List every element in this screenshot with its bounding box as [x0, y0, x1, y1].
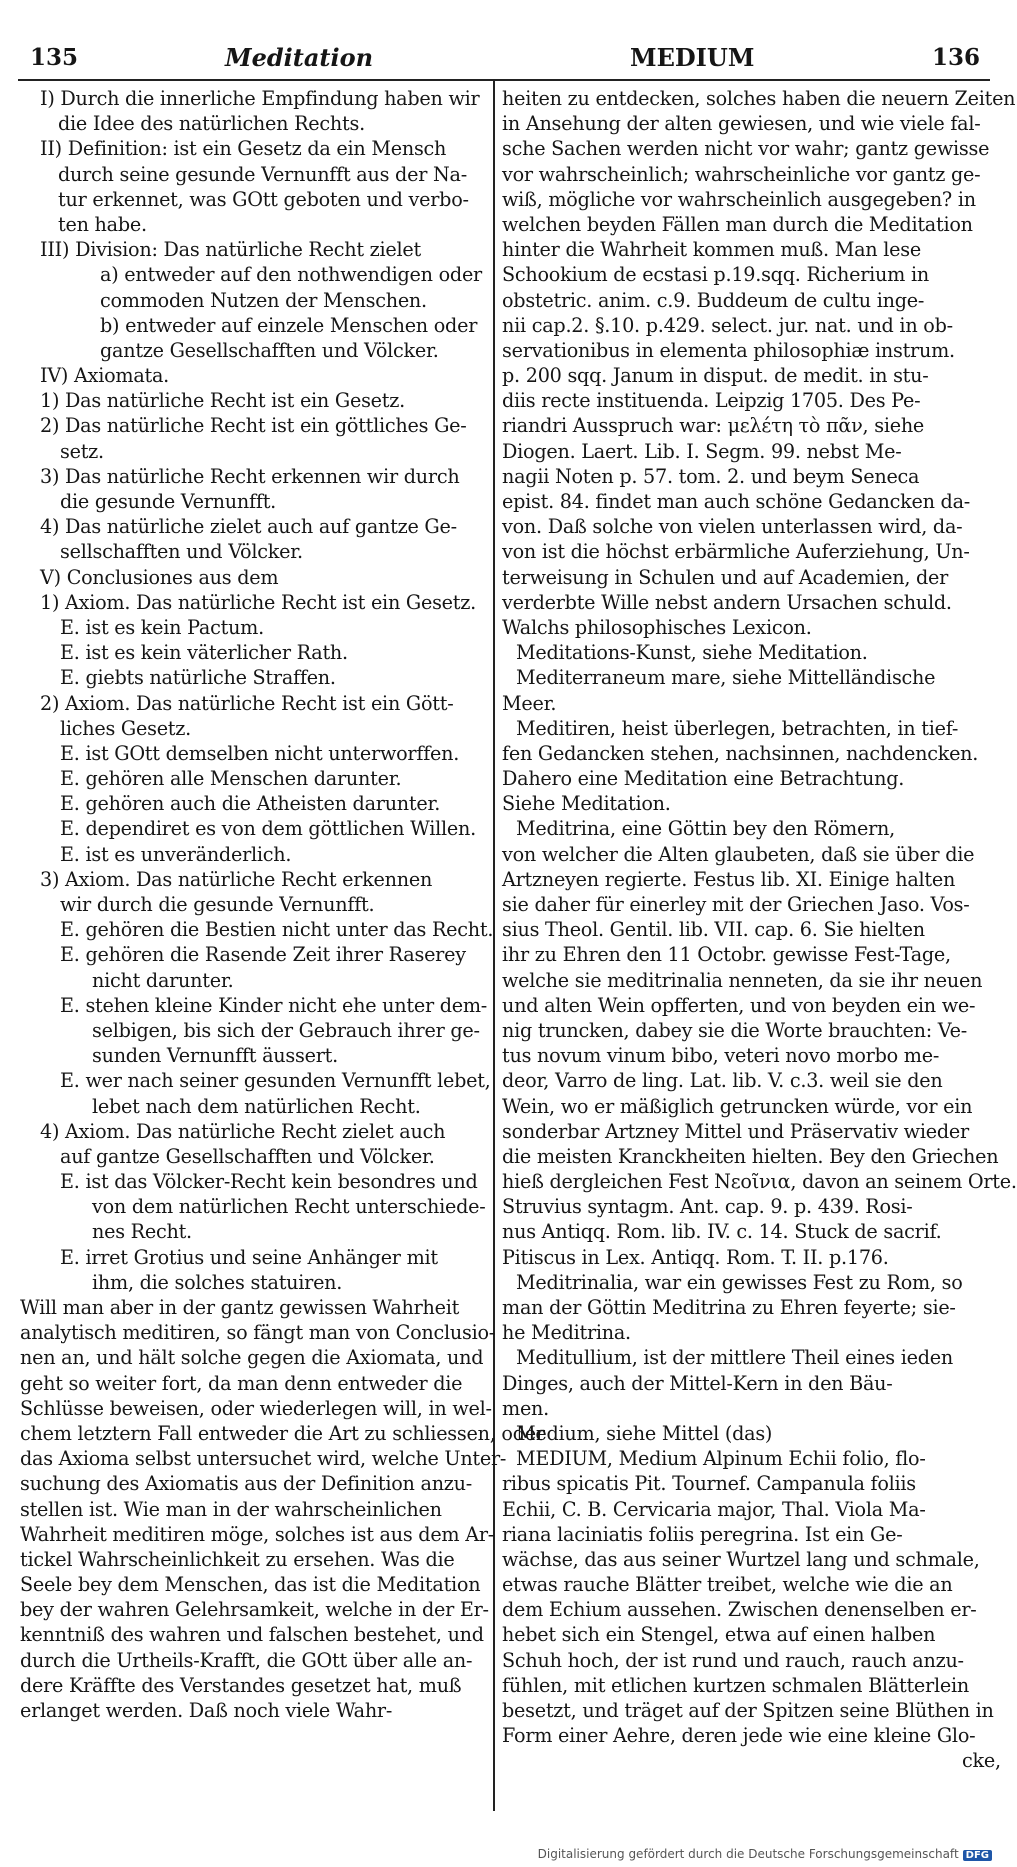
text-line: Meditiren, heist überlegen, betrachten, in tief- [516, 716, 959, 740]
text-line: Meer. [502, 691, 557, 715]
text-line: hinter die Wahrheit kommen muß. Man lese [502, 238, 921, 262]
text-line: E. gehören die Rasende Zeit ihrer Raserey [60, 943, 466, 967]
text-line: Diogen. Laert. Lib. I. Segm. 99. nebst Me- [502, 439, 902, 463]
column-divider [493, 81, 495, 1811]
text-line: sonderbar Artzney Mittel und Präservativ wieder [502, 1119, 969, 1143]
text-line: verderbte Wille nebst andern Ursachen schuld. [502, 590, 952, 614]
text-line: Meditations-Kunst, siehe Meditation. [516, 641, 868, 665]
page-number-right: 136 [931, 44, 980, 71]
text-line: lebet nach dem natürlichen Recht. [92, 1094, 421, 1118]
text-line: epist. 84. findet man auch schöne Gedancken da- [502, 490, 970, 513]
right-column [502, 86, 1017, 1774]
text-line: riana laciniatis foliis peregrina. Ist ein Ge- [502, 1522, 903, 1546]
text-line: setz. [60, 439, 104, 463]
digitization-credit [538, 1847, 992, 1861]
text-line: E. ist es kein väterlicher Rath. [60, 641, 348, 665]
text-line: Will man aber in der gantz gewissen Wahrheit [20, 1296, 460, 1319]
text-line: geht so weiter fort, da man denn entweder die [20, 1371, 463, 1395]
text-line: Echii, C. B. Cervicaria major, Thal. Viola Ma- [502, 1497, 926, 1521]
text-line: durch die Urtheils-Krafft, die GOtt über alle an- [20, 1648, 473, 1672]
text-line: selbigen, bis sich der Gebrauch ihrer ge- [92, 1018, 480, 1042]
running-title-right: MEDIUM [630, 43, 755, 72]
text-line: cke, [962, 1749, 1001, 1773]
text-line: tus novum vinum bibo, veteri novo morbo me- [502, 1044, 940, 1068]
text-line: Meditrina, eine Göttin bey den Römern, [516, 817, 895, 841]
text-line: sellschafften und Völcker. [60, 540, 303, 564]
text-line: E. stehen kleine Kinder nicht ehe unter dem- [60, 993, 488, 1017]
text-line: obstetric. anim. c.9. Buddeum de cultu inge- [502, 288, 925, 312]
text-line: sius Theol. Gentil. lib. VII. cap. 6. Sie hielten [502, 918, 925, 942]
text-line: commoden Nutzen der Menschen. [100, 288, 427, 312]
text-line: 2) Axiom. Das natürliche Recht ist ein Gött- [40, 691, 454, 715]
text-line: diis recte instituenda. Leipzig 1705. Des Pe- [502, 389, 921, 413]
text-line: nagii Noten p. 57. tom. 2. und beym Seneca [502, 464, 920, 488]
text-line: deor, Varro de ling. Lat. lib. V. c.3. weil sie den [502, 1069, 943, 1093]
text-line: analytisch meditiren, so fängt man von Conclusio- [20, 1321, 496, 1345]
text-line: besetzt, und träget auf der Spitzen seine Blüthen in [502, 1699, 994, 1722]
text-line: heiten zu entdecken, solches haben die neuern Zeiten [502, 87, 1016, 110]
text-line: bey der wahren Gelehrsamkeit, welche in der Er- [20, 1598, 489, 1622]
text-line: sie daher für einerley mit der Griechen Jaso. Vos- [502, 893, 970, 916]
text-line: Schuh hoch, der ist rund und rauch, rauch anzu- [502, 1648, 964, 1672]
text-line: Pitiscus in Lex. Antiqq. Rom. T. II. p.176. [502, 1245, 889, 1269]
text-line: E. ist das Völcker-Recht kein besondres und [60, 1170, 478, 1194]
text-line: Siehe Meditation. [502, 792, 671, 816]
text-line: E. gehören auch die Atheisten darunter. [60, 792, 441, 816]
text-line: MEDIUM, Medium Alpinum Echii folio, flo- [516, 1447, 926, 1471]
text-line: welche sie meditrinalia nenneten, da sie ihr neuen [502, 968, 983, 992]
text-line: das Axioma selbst untersuchet wird, welche Unter- [20, 1447, 507, 1471]
text-line: 1) Das natürliche Recht ist ein Gesetz. [40, 389, 405, 413]
text-line: Schookium de ecstasi p.19.sqq. Richerium in [502, 263, 929, 287]
text-line: E. irret Grotius und seine Anhänger mit [60, 1245, 438, 1269]
text-line: suchung des Axiomatis aus der Definition anzu- [20, 1472, 473, 1496]
text-line: stellen ist. Wie man in der wahrscheinlichen [20, 1497, 442, 1521]
text-line: 4) Das natürliche zielet auch auf gantze Ge- [40, 515, 457, 539]
text-line: men. [502, 1396, 550, 1420]
text-line: nii cap.2. §.10. p.429. select. jur. nat. und in ob- [502, 313, 953, 337]
text-line: Dinges, auch der Mittel-Kern in den Bäu- [502, 1371, 893, 1395]
text-line: Artzneyen regierte. Festus lib. XI. Einige halten [502, 867, 956, 891]
text-line: erlanget werden. Daß noch viele Wahr- [20, 1699, 393, 1722]
text-line: man der Göttin Meditrina zu Ehren feyerte; sie- [502, 1296, 956, 1319]
text-line: Mediterraneum mare, siehe Mittelländische [516, 666, 936, 690]
text-line: gantze Gesellschafften und Völcker. [100, 338, 439, 362]
text-line: die meisten Kranckheiten hielten. Bey den Griechen [502, 1144, 999, 1168]
header-rule [18, 79, 990, 81]
text-line: auf gantze Gesellschafften und Völcker. [60, 1144, 435, 1168]
text-line: die Idee des natürlichen Rechts. [58, 112, 365, 136]
text-line: 2) Das natürliche Recht ist ein göttliches Ge- [40, 414, 467, 438]
text-line: ihr zu Ehren den 11 Octobr. gewisse Fest-Tage, [502, 943, 951, 967]
text-line: ten habe. [58, 212, 147, 236]
text-line: wir durch die gesunde Vernunfft. [60, 893, 375, 916]
text-line: 1) Axiom. Das natürliche Recht ist ein Gesetz. [40, 590, 476, 614]
text-line: E. gehören alle Menschen darunter. [60, 767, 402, 791]
text-line: nen an, und hält solche gegen die Axiomata, und [20, 1346, 484, 1370]
text-line: die gesunde Vernunfft. [60, 490, 277, 513]
text-line: Struvius syntagm. Ant. cap. 9. p. 439. Rosi- [502, 1195, 913, 1219]
text-line: dere Kräffte des Verstandes gesetzet hat, muß [20, 1673, 462, 1697]
text-line: ribus spicatis Pit. Tournef. Campanula foliis [502, 1472, 916, 1496]
text-line: hebet sich ein Stengel, etwa auf einen halben [502, 1623, 936, 1647]
text-line: fen Gedancken stehen, nachsinnen, nachdencken. [502, 741, 979, 765]
text-line: E. ist GOtt demselben nicht unterworffen. [60, 741, 460, 765]
text-line: von dem natürlichen Recht unterschiede- [92, 1195, 486, 1219]
text-line: kenntniß des wahren und falschen bestehet, und [20, 1623, 484, 1647]
text-line: welchen beyden Fällen man durch die Meditation [502, 212, 973, 236]
text-line: nicht darunter. [92, 968, 234, 992]
text-line: tickel Wahrscheinlichkeit zu ersehen. Was die [20, 1547, 455, 1571]
text-line: wiß, mögliche vor wahrscheinlich ausgegeben? in [502, 187, 976, 211]
page-number-left: 135 [30, 44, 79, 71]
text-line: chem letztern Fall entweder die Art zu schliessen, oder [20, 1421, 545, 1445]
text-line: nes Recht. [92, 1220, 192, 1244]
text-line: etwas rauche Blätter treibet, welche wie die an [502, 1573, 953, 1597]
text-line: E. ist es kein Pactum. [60, 615, 264, 639]
text-line: durch seine gesunde Vernunfft aus der Na- [58, 162, 467, 186]
text-line: a) entweder auf den nothwendigen oder [100, 263, 482, 287]
text-line: dem Echium aussehen. Zwischen denenselben er- [502, 1598, 977, 1622]
text-line: hieß dergleichen Fest Νεοῖνια, davon an seinem Orte. [502, 1170, 1017, 1194]
text-line: fühlen, mit etlichen kurtzen schmalen Blätterlein [502, 1673, 969, 1697]
text-line: III) Division: Das natürliche Recht zielet [40, 238, 421, 262]
text-line: vor wahrscheinlich; wahrscheinliche vor gantz ge- [502, 162, 981, 186]
text-line: Wein, wo er mäßiglich getruncken würde, vor ein [502, 1094, 973, 1118]
text-line: ihm, die solches statuiren. [92, 1270, 343, 1294]
text-line: servationibus in elementa philosophiæ instrum. [502, 338, 955, 362]
text-line: Seele bey dem Menschen, das ist die Meditation [20, 1573, 481, 1597]
text-line: riandri Ausspruch war: μελέτη τὸ πᾶν, siehe [502, 414, 925, 438]
text-line: II) Definition: ist ein Gesetz da ein Mensch [40, 137, 447, 161]
text-line: Wahrheit meditiren möge, solches ist aus dem Ar- [20, 1522, 494, 1546]
text-line: und alten Wein opfferten, und von beyden ein we- [502, 993, 976, 1017]
credit-text: Digitalisierung gefördert durch die Deutsche Forschungsgemeinschaft [537, 1847, 959, 1861]
text-line: I) Durch die innerliche Empfindung haben wir [40, 87, 480, 110]
text-line: Walchs philosophisches Lexicon. [502, 615, 812, 639]
text-line: E. wer nach seiner gesunden Vernunfft lebet, [60, 1069, 491, 1093]
text-line: Dahero eine Meditation eine Betrachtung. [502, 767, 905, 791]
text-line: E. giebts natürliche Straffen. [60, 666, 336, 690]
text-line: 3) Das natürliche Recht erkennen wir durch [40, 464, 460, 488]
text-line: in Ansehung der alten gewiesen, und wie viele fal- [502, 112, 981, 136]
text-line: 3) Axiom. Das natürliche Recht erkennen [40, 867, 433, 891]
dfg-logo: DFG [963, 1850, 992, 1861]
text-line: Form einer Aehre, deren jede wie eine kleine Glo- [502, 1724, 976, 1748]
text-line: tur erkennet, was GOtt geboten und verbo- [58, 187, 469, 211]
text-line: wächse, das aus seiner Wurtzel lang und schmale, [502, 1547, 980, 1571]
text-line: liches Gesetz. [60, 716, 191, 740]
text-line: sche Sachen werden nicht vor wahr; gantz gewisse [502, 137, 990, 161]
text-line: IV) Axiomata. [40, 364, 170, 388]
text-line: terweisung in Schulen und auf Academien, der [502, 565, 949, 589]
text-line: p. 200 sqq. Janum in disput. de medit. in stu- [502, 364, 929, 388]
text-line: E. gehören die Bestien nicht unter das Recht. [60, 918, 494, 942]
text-line: Meditrinalia, war ein gewisses Fest zu Rom, so [516, 1270, 963, 1294]
running-title-left: Meditation [225, 43, 374, 72]
text-line: von ist die höchst erbärmliche Auferziehung, Un- [502, 540, 970, 564]
text-line: E. dependiret es von dem göttlichen Willen. [60, 817, 476, 841]
text-line: he Meditrina. [502, 1321, 631, 1345]
text-line: nig truncken, dabey sie die Worte brauchten: Ve- [502, 1018, 967, 1042]
text-line: von welcher die Alten glaubeten, daß sie über die [502, 842, 975, 866]
text-line: von. Daß solche von vielen unterlassen wird, da- [502, 515, 963, 539]
text-line: 4) Axiom. Das natürliche Recht zielet auch [40, 1119, 446, 1143]
text-line: sunden Vernunfft äussert. [92, 1044, 338, 1068]
text-line: nus Antiqq. Rom. lib. IV. c. 14. Stuck de sacrif. [502, 1220, 942, 1244]
text-line: E. ist es unveränderlich. [60, 842, 292, 866]
page-header [0, 40, 1000, 80]
text-line: b) entweder auf einzele Menschen oder [100, 313, 478, 337]
text-line: Schlüsse beweisen, oder wiederlegen will, in wel- [20, 1396, 492, 1420]
text-line: V) Conclusiones aus dem [40, 565, 279, 589]
text-line: Meditullium, ist der mittlere Theil eines ieden [516, 1346, 953, 1370]
text-line: Medium, siehe Mittel (das) [516, 1421, 773, 1445]
